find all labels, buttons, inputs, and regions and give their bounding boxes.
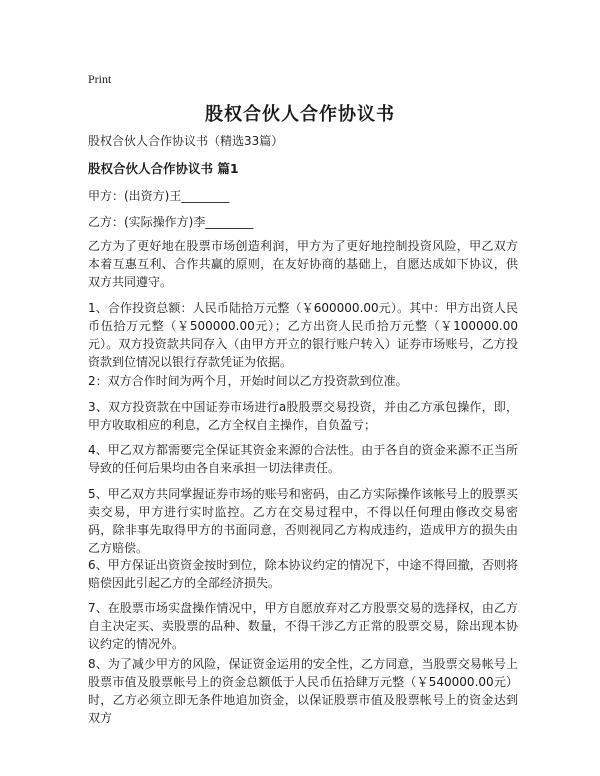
clause-paragraph: 4、甲乙双方都需要完全保证其资金来源的合法性。由于各自的资金来源不正当所导致的任何后果均由各自来承担一切法律责任。: [88, 443, 518, 475]
clause-paragraph: 1、合作投资总额：人民币陆拾万元整（￥600000.00元）。其中：甲方出资人民币伍拾万元整（￥500000.00元）；乙方出资人民币拾万元整（￥100000.00元）。双方投资款共同存入（由甲方开立的银行账户转入）证券市场账号，乙方投资款到位情况以银行存款凭证为依据。: [88, 301, 518, 369]
clause-paragraph: 8、为了减少甲方的风险，保证资金运用的安全性，乙方同意，当股票交易帐号上股票市值及股票帐号上的资金总额低于人民币伍拾肆万元整（￥540000.00元）时，乙方必须立即无条件地追加资金，以保证股票市值及股票帐号上的资金达到双方: [88, 657, 518, 725]
party-a-line: 甲方：(出资方)王________: [88, 189, 230, 203]
clause-paragraph: 7、在股票市场实盘操作情况中，甲方自愿放弃对乙方股票交易的选择权，由乙方自主决定买、卖股票的品种、数量，不得干涉乙方正常的股票交易，除出现本协议约定的情况外。: [88, 601, 518, 651]
party-b-line: 乙方：(实际操作方)李________: [88, 215, 254, 229]
clause-paragraph: 5、甲乙双方共同掌握证券市场的账号和密码，由乙方实际操作该帐号上的股票买卖交易，甲方进行实时监控。乙方在交易过程中，不得以任何理由修改交易密码，除非事先取得甲方的书面同意，否则视同乙方构成违约，造成甲方的损失由乙方赔偿。: [88, 487, 518, 555]
clause-paragraph: 6、甲方保证出资资金按时到位，除本协议约定的情况下，中途不得回撤，否则将赔偿因此引起乙方的全部经济损失。: [88, 558, 518, 590]
section-heading: 股权合伙人合作协议书 篇1: [88, 161, 239, 176]
clause-paragraph: 3、双方投资款在中国证券市场进行a股股票交易投资，并由乙方承包操作，即，甲方收取相应的利息，乙方全权自主操作，自负盈亏；: [88, 400, 518, 432]
clause-paragraph: 2：双方合作时间为两个月，开始时间以乙方投资款到位准。: [88, 374, 408, 388]
print-link[interactable]: Print: [88, 72, 112, 86]
document-subtitle: 股权合伙人合作协议书（精选33篇）: [88, 134, 284, 148]
intro-paragraph: 乙方为了更好地在股票市场创造利润，甲方为了更好地控制投资风险，甲乙双方本着互惠互利、合作共赢的原则，在友好协商的基础上，自愿达成如下协议，供双方共同遵守。: [88, 239, 518, 289]
document-title: 股权合伙人合作协议书: [205, 104, 395, 125]
